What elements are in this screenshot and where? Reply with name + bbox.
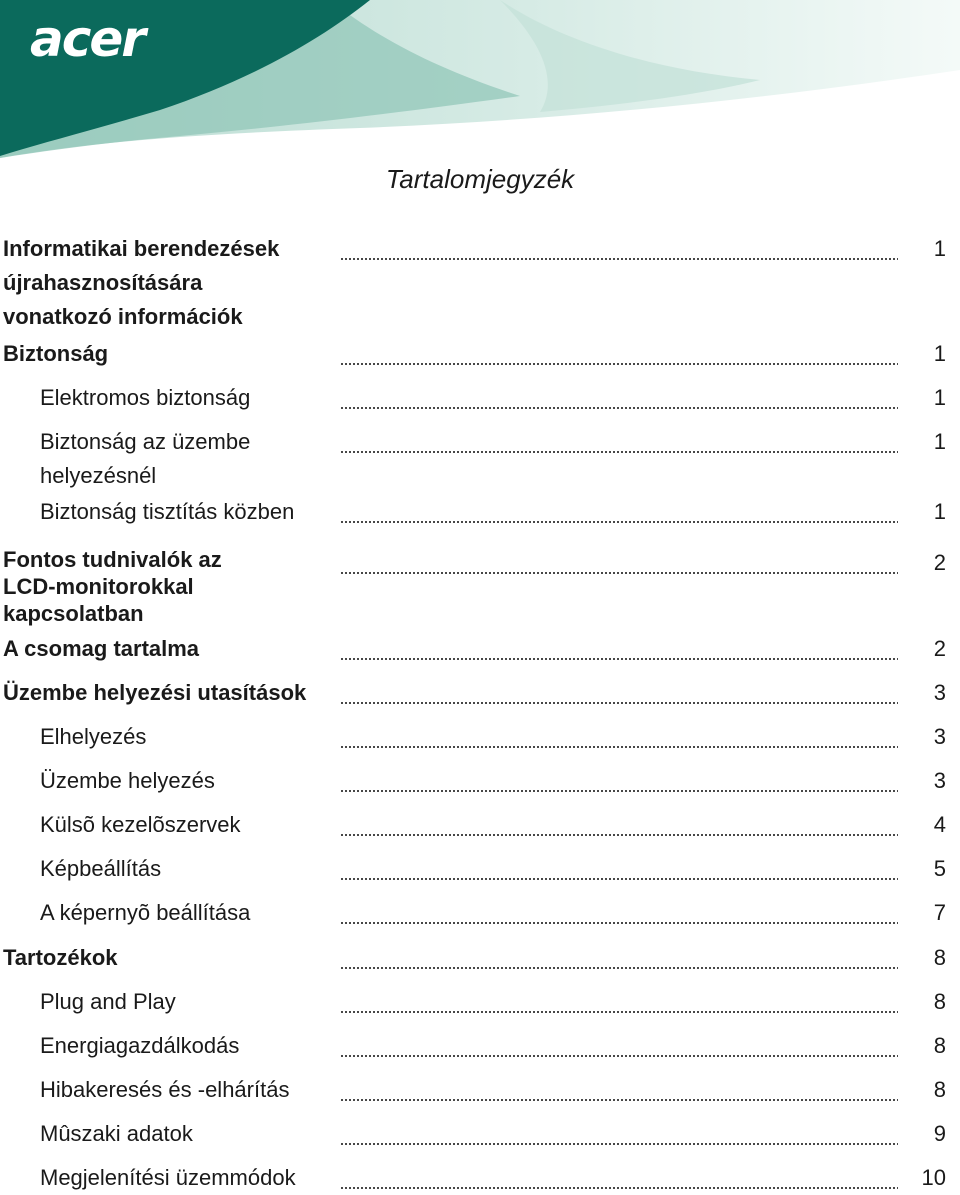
dot-leader [340, 967, 898, 969]
toc-page-number: 8 [933, 945, 946, 970]
toc-entry-label: Biztonság az üzembe [40, 429, 251, 454]
dot-leader [340, 658, 898, 660]
toc-entry-label: újrahasznosítására [3, 270, 203, 295]
toc-entry-label: Plug and Play [40, 989, 176, 1014]
acer-logo: acer [30, 10, 144, 68]
dot-leader [340, 1099, 898, 1101]
toc-page-number: 5 [933, 856, 946, 881]
dot-leader [340, 451, 898, 453]
toc-page-number: 2 [933, 550, 946, 575]
toc-entry-label: A csomag tartalma [3, 636, 200, 661]
dot-leader [340, 572, 898, 574]
dot-leader [340, 363, 898, 365]
toc-entry-label: A képernyõ beállítása [40, 900, 251, 925]
dot-leader [340, 746, 898, 748]
toc-page-number: 1 [933, 385, 946, 410]
toc-page-number: 1 [933, 429, 946, 454]
toc-page-number: 1 [933, 499, 946, 524]
dot-leader [340, 1055, 898, 1057]
toc-entry-label: vonatkozó információk [3, 304, 243, 329]
toc-entry-label: Üzembe helyezési utasítások [3, 680, 307, 705]
toc-entry-label: LCD-monitorokkal [3, 574, 194, 599]
dot-leader [340, 407, 898, 409]
toc-entry-label: Külsõ kezelõszervek [40, 812, 241, 837]
toc-entry-label: helyezésnél [40, 463, 157, 488]
dot-leader [340, 1187, 898, 1189]
toc-page-number: 10 [921, 1165, 946, 1190]
toc-entry-label: Biztonság [3, 341, 109, 366]
dot-leader [340, 258, 898, 260]
toc-page-number: 8 [933, 1033, 946, 1058]
toc-entry-label: Hibakeresés és -elhárítás [40, 1077, 290, 1102]
dot-leader [340, 922, 898, 924]
toc-entry-label: Üzembe helyezés [40, 768, 215, 793]
dot-leader [340, 790, 898, 792]
toc-page-number: 1 [933, 236, 946, 261]
toc-page-number: 2 [933, 636, 946, 661]
header-banner [0, 0, 960, 160]
toc-page-number: 3 [933, 768, 946, 793]
toc-page-number: 4 [933, 812, 946, 837]
toc-page-number: 9 [933, 1121, 946, 1146]
toc-page-number: 8 [933, 989, 946, 1014]
toc-entry-label: Informatikai berendezések [3, 236, 280, 261]
toc-page-number: 3 [933, 724, 946, 749]
toc-entry-label: Elhelyezés [40, 724, 147, 749]
toc-entry-label: Tartozékok [3, 945, 118, 970]
toc-entry-label: Energiagazdálkodás [40, 1033, 240, 1058]
dot-leader [340, 521, 898, 523]
toc-entry-label: Képbeállítás [40, 856, 162, 881]
toc-entry-label: Fontos tudnivalók az [3, 547, 222, 572]
toc-page-number: 8 [933, 1077, 946, 1102]
toc-entry-label: kapcsolatban [3, 601, 144, 626]
dot-leader [340, 878, 898, 880]
page-title: Tartalomjegyzék [385, 164, 575, 194]
toc-entry-label: Elektromos biztonság [40, 385, 251, 410]
dot-leader [340, 702, 898, 704]
dot-leader [340, 834, 898, 836]
toc-page-number: 7 [933, 900, 946, 925]
dot-leader [340, 1011, 898, 1013]
toc-page-number: 3 [933, 680, 946, 705]
toc-page-number: 1 [933, 341, 946, 366]
toc-entry-label: Mûszaki adatok [40, 1121, 193, 1146]
banner-graphic [0, 0, 960, 160]
toc-entry-label: Megjelenítési üzemmódok [40, 1165, 296, 1190]
dot-leader [340, 1143, 898, 1145]
toc-entry-label: Biztonság tisztítás közben [40, 499, 295, 524]
